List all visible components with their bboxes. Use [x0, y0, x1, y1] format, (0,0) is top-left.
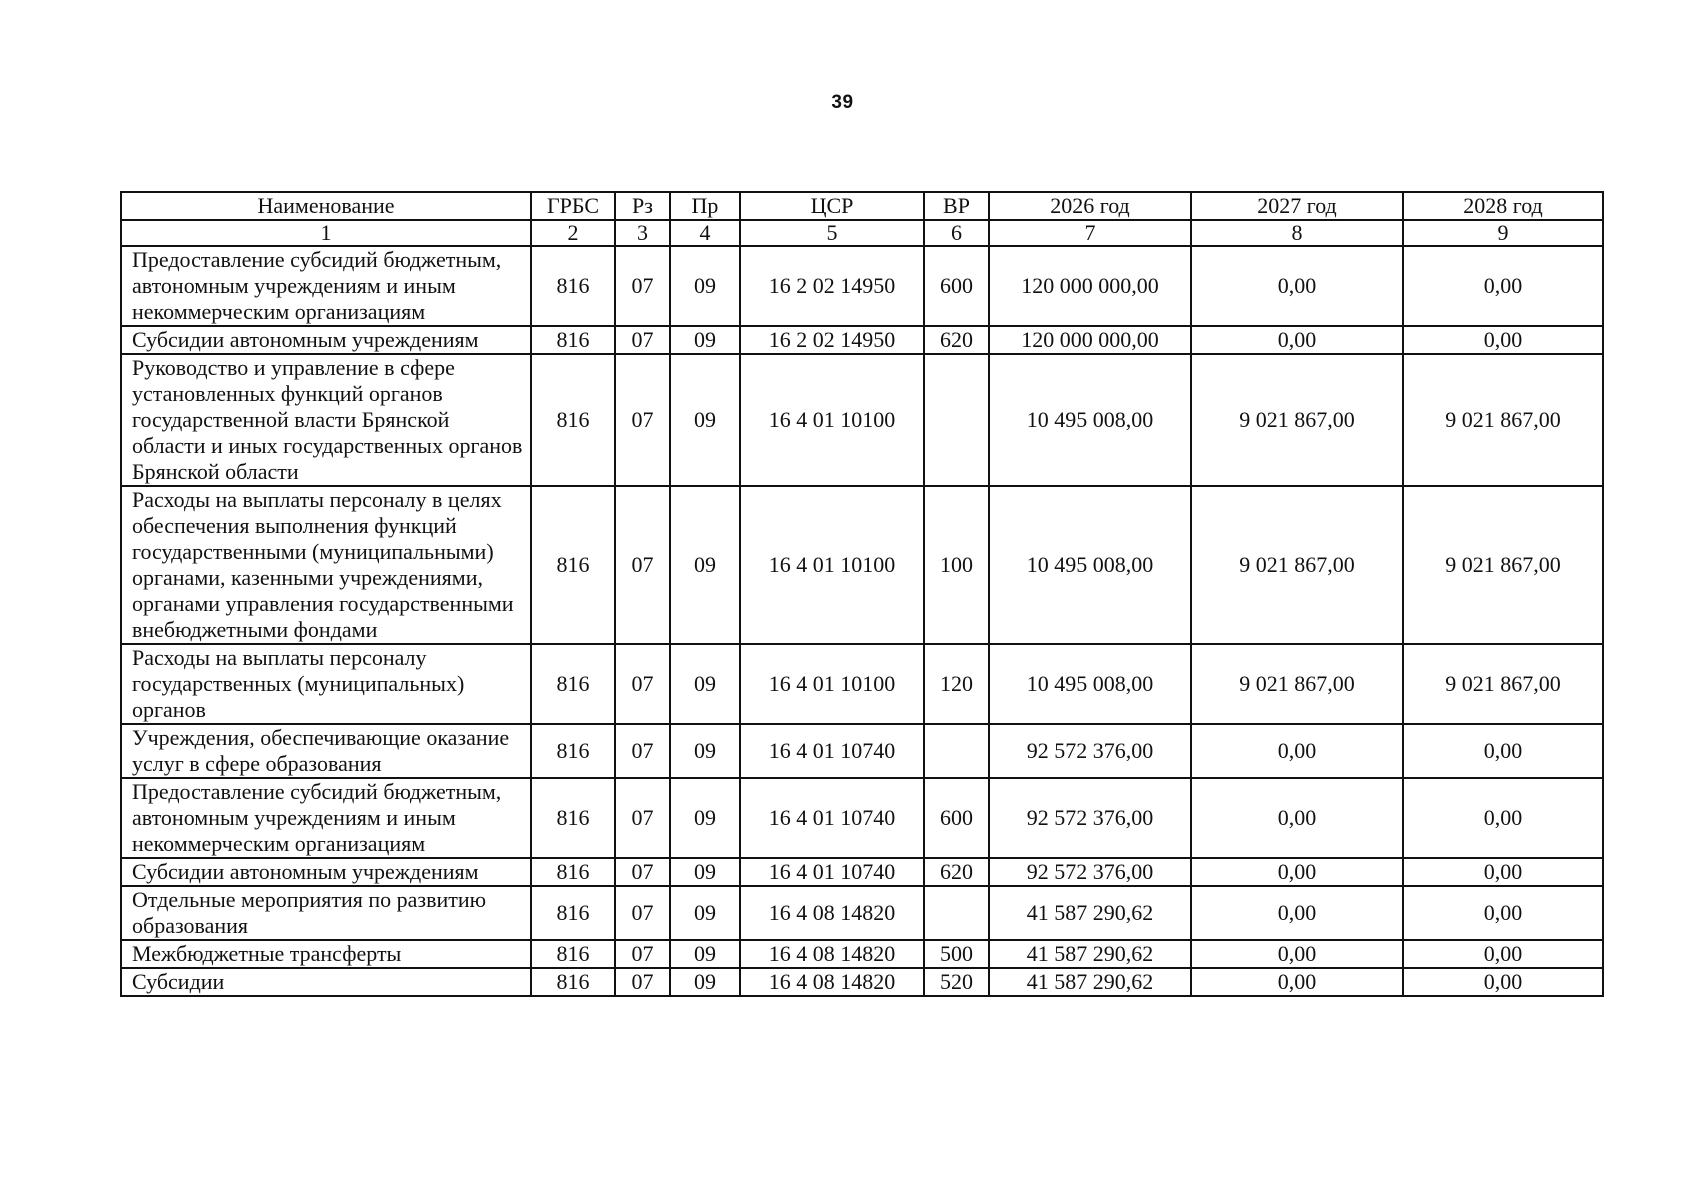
row-pr: 09 — [670, 326, 740, 354]
row-2027: 0,00 — [1191, 968, 1403, 996]
row-pr: 09 — [670, 778, 740, 858]
row-csr: 16 4 01 10100 — [740, 644, 924, 724]
table-row — [121, 778, 1603, 858]
column-number: 6 — [924, 220, 989, 246]
row-name: Предоставление субсидий бюджетным, автономным учреждениям и иным некоммерческим организациям — [121, 246, 531, 326]
row-2026: 120 000 000,00 — [989, 246, 1191, 326]
row-2026: 92 572 376,00 — [989, 858, 1191, 886]
row-csr: 16 4 08 14820 — [740, 886, 924, 940]
row-2026: 92 572 376,00 — [989, 778, 1191, 858]
row-csr: 16 2 02 14950 — [740, 326, 924, 354]
row-vr — [924, 724, 989, 778]
header-grbs: ГРБС — [531, 192, 615, 220]
row-rz: 07 — [615, 778, 670, 858]
row-grbs: 816 — [531, 486, 615, 644]
row-rz: 07 — [615, 886, 670, 940]
header-pr: Пр — [670, 192, 740, 220]
column-number: 5 — [740, 220, 924, 246]
row-vr: 620 — [924, 326, 989, 354]
column-number: 2 — [531, 220, 615, 246]
row-2026: 10 495 008,00 — [989, 486, 1191, 644]
row-vr: 120 — [924, 644, 989, 724]
row-2026: 41 587 290,62 — [989, 886, 1191, 940]
column-number-row — [121, 220, 1603, 246]
row-2027: 0,00 — [1191, 724, 1403, 778]
row-csr: 16 4 01 10740 — [740, 778, 924, 858]
row-2026: 92 572 376,00 — [989, 724, 1191, 778]
row-name: Субсидии — [121, 968, 531, 996]
row-pr: 09 — [670, 858, 740, 886]
row-vr: 620 — [924, 858, 989, 886]
row-2027: 0,00 — [1191, 858, 1403, 886]
header-2027: 2027 год — [1191, 192, 1403, 220]
table-row — [121, 354, 1603, 486]
row-2028: 9 021 867,00 — [1403, 354, 1603, 486]
row-rz: 07 — [615, 246, 670, 326]
row-2028: 9 021 867,00 — [1403, 644, 1603, 724]
budget-table — [120, 191, 1604, 997]
table-row — [121, 486, 1603, 644]
header-name: Наименование — [121, 192, 531, 220]
header-2026: 2026 год — [989, 192, 1191, 220]
row-name: Руководство и управление в сфере установленных функций органов государственной власти Брянской области и иных государственных органов Брянской области — [121, 354, 531, 486]
row-rz: 07 — [615, 354, 670, 486]
row-rz: 07 — [615, 968, 670, 996]
column-number: 4 — [670, 220, 740, 246]
row-vr: 100 — [924, 486, 989, 644]
row-rz: 07 — [615, 644, 670, 724]
row-2028: 0,00 — [1403, 778, 1603, 858]
row-2028: 0,00 — [1403, 940, 1603, 968]
row-2027: 0,00 — [1191, 246, 1403, 326]
row-2027: 9 021 867,00 — [1191, 354, 1403, 486]
table-row — [121, 858, 1603, 886]
column-number: 9 — [1403, 220, 1603, 246]
header-vr: ВР — [924, 192, 989, 220]
row-name: Отдельные мероприятия по развитию образования — [121, 886, 531, 940]
column-number: 1 — [121, 220, 531, 246]
row-grbs: 816 — [531, 326, 615, 354]
table-row — [121, 246, 1603, 326]
row-vr: 500 — [924, 940, 989, 968]
table-row — [121, 886, 1603, 940]
row-grbs: 816 — [531, 886, 615, 940]
row-name: Расходы на выплаты персоналу в целях обеспечения выполнения функций государственными (муниципальными) органами, казенными учреждениями, органами управления государственными внебюджетными фондами — [121, 486, 531, 644]
row-2026: 120 000 000,00 — [989, 326, 1191, 354]
row-2028: 0,00 — [1403, 246, 1603, 326]
row-grbs: 816 — [531, 246, 615, 326]
row-rz: 07 — [615, 326, 670, 354]
row-pr: 09 — [670, 940, 740, 968]
row-2028: 9 021 867,00 — [1403, 486, 1603, 644]
row-2028: 0,00 — [1403, 724, 1603, 778]
row-csr: 16 4 01 10100 — [740, 354, 924, 486]
row-grbs: 816 — [531, 644, 615, 724]
table-row — [121, 940, 1603, 968]
row-csr: 16 4 01 10740 — [740, 858, 924, 886]
row-name: Межбюджетные трансферты — [121, 940, 531, 968]
row-grbs: 816 — [531, 940, 615, 968]
row-2027: 0,00 — [1191, 326, 1403, 354]
header-row — [121, 192, 1603, 220]
row-pr: 09 — [670, 354, 740, 486]
row-csr: 16 4 08 14820 — [740, 968, 924, 996]
row-2026: 10 495 008,00 — [989, 354, 1191, 486]
row-2026: 41 587 290,62 — [989, 968, 1191, 996]
table-row — [121, 724, 1603, 778]
row-rz: 07 — [615, 940, 670, 968]
row-pr: 09 — [670, 886, 740, 940]
row-rz: 07 — [615, 724, 670, 778]
row-vr: 520 — [924, 968, 989, 996]
row-grbs: 816 — [531, 778, 615, 858]
row-pr: 09 — [670, 246, 740, 326]
row-2026: 41 587 290,62 — [989, 940, 1191, 968]
table-row — [121, 968, 1603, 996]
row-name: Учреждения, обеспечивающие оказание услуг в сфере образования — [121, 724, 531, 778]
row-pr: 09 — [670, 486, 740, 644]
row-grbs: 816 — [531, 968, 615, 996]
row-vr: 600 — [924, 246, 989, 326]
row-pr: 09 — [670, 644, 740, 724]
row-2028: 0,00 — [1403, 968, 1603, 996]
row-grbs: 816 — [531, 724, 615, 778]
header-2028: 2028 год — [1403, 192, 1603, 220]
row-2026: 10 495 008,00 — [989, 644, 1191, 724]
row-2027: 9 021 867,00 — [1191, 486, 1403, 644]
row-rz: 07 — [615, 486, 670, 644]
row-2028: 0,00 — [1403, 886, 1603, 940]
row-grbs: 816 — [531, 858, 615, 886]
header-csr: ЦСР — [740, 192, 924, 220]
row-name: Расходы на выплаты персоналу государственных (муниципальных) органов — [121, 644, 531, 724]
table-row — [121, 326, 1603, 354]
header-rz: Рз — [615, 192, 670, 220]
row-2027: 0,00 — [1191, 778, 1403, 858]
row-2028: 0,00 — [1403, 858, 1603, 886]
column-number: 7 — [989, 220, 1191, 246]
row-csr: 16 4 08 14820 — [740, 940, 924, 968]
row-pr: 09 — [670, 724, 740, 778]
row-2028: 0,00 — [1403, 326, 1603, 354]
row-pr: 09 — [670, 968, 740, 996]
row-csr: 16 2 02 14950 — [740, 246, 924, 326]
column-number: 8 — [1191, 220, 1403, 246]
row-grbs: 816 — [531, 354, 615, 486]
row-name: Субсидии автономным учреждениям — [121, 858, 531, 886]
table-row — [121, 644, 1603, 724]
row-rz: 07 — [615, 858, 670, 886]
column-number: 3 — [615, 220, 670, 246]
page-number: 39 — [831, 92, 854, 113]
row-vr — [924, 886, 989, 940]
row-2027: 0,00 — [1191, 940, 1403, 968]
row-vr — [924, 354, 989, 486]
row-2027: 0,00 — [1191, 886, 1403, 940]
row-csr: 16 4 01 10740 — [740, 724, 924, 778]
row-name: Субсидии автономным учреждениям — [121, 326, 531, 354]
row-2027: 9 021 867,00 — [1191, 644, 1403, 724]
row-vr: 600 — [924, 778, 989, 858]
row-name: Предоставление субсидий бюджетным, автономным учреждениям и иным некоммерческим организациям — [121, 778, 531, 858]
row-csr: 16 4 01 10100 — [740, 486, 924, 644]
